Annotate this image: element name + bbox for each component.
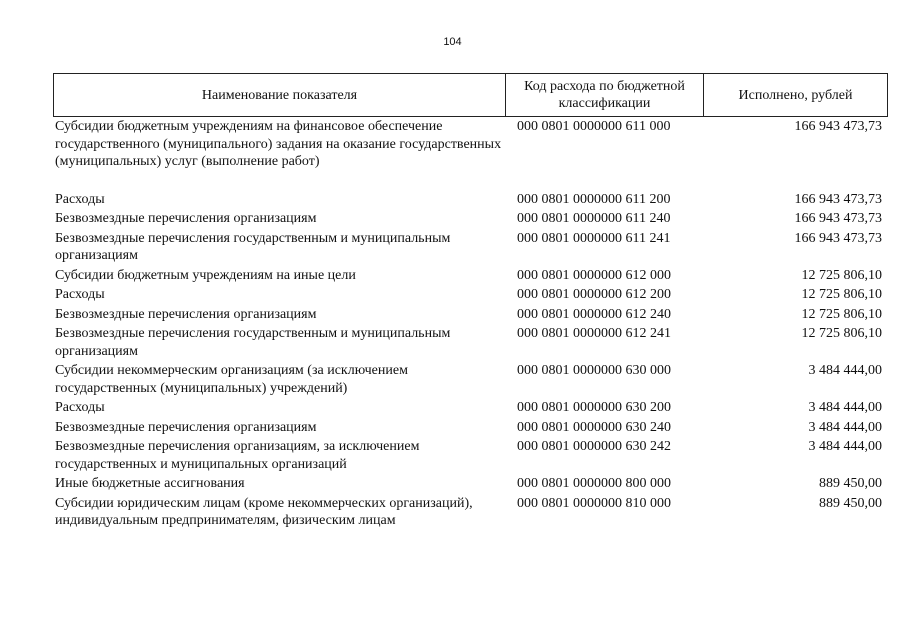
table-row xyxy=(53,210,888,230)
table-row xyxy=(53,306,888,326)
row-code: 000 0801 0000000 612 240 xyxy=(517,306,671,322)
row-amount: 166 943 473,73 xyxy=(794,119,882,134)
table-row xyxy=(53,362,888,399)
row-code: 000 0801 0000000 630 242 xyxy=(517,439,671,454)
header-name: Наименование показателя xyxy=(54,74,506,116)
table-row xyxy=(53,286,888,306)
row-amount: 12 725 806,10 xyxy=(801,287,882,302)
table-header xyxy=(53,73,888,116)
header-code: Код расхода по бюджетной классификации xyxy=(506,74,704,116)
table-row xyxy=(53,495,888,532)
row-name: Субсидии бюджетным учреждениям на финансовое обеспечение государственного (муниципального) задания на оказание государственных (муниципальных) услуг (выполнение работ) xyxy=(55,119,502,169)
row-amount: 166 943 473,73 xyxy=(794,230,882,246)
row-amount: 3 484 444,00 xyxy=(808,400,882,415)
row-name: Безвозмездные перечисления организациям xyxy=(55,306,317,322)
page-number: 104 xyxy=(443,36,462,48)
header-rule xyxy=(53,116,888,117)
row-code: 000 0801 0000000 630 240 xyxy=(517,419,671,435)
row-amount: 3 484 444,00 xyxy=(808,363,882,378)
row-name: Субсидии юридическим лицам (кроме некоммерческих организаций), индивидуальным предпринимателям, физическим лицам xyxy=(55,495,473,528)
row-name: Безвозмездные перечисления организациям xyxy=(55,211,317,226)
row-name: Расходы xyxy=(55,191,105,207)
row-amount: 166 943 473,73 xyxy=(794,191,882,207)
header-amount: Исполнено, рублей xyxy=(738,87,853,103)
row-code: 000 0801 0000000 612 000 xyxy=(517,267,671,283)
row-amount: 889 450,00 xyxy=(819,495,882,511)
row-code: 000 0801 0000000 611 000 xyxy=(517,119,671,134)
row-amount: 3 484 444,00 xyxy=(808,419,882,435)
table-row xyxy=(53,118,888,191)
row-name: Расходы xyxy=(55,400,105,415)
table-row xyxy=(53,475,888,495)
row-code: 000 0801 0000000 611 240 xyxy=(517,211,671,226)
row-amount: 889 450,00 xyxy=(819,476,882,491)
row-amount: 3 484 444,00 xyxy=(808,439,882,454)
table-row xyxy=(53,267,888,287)
table-row xyxy=(53,325,888,362)
row-name: Субсидии некоммерческим организациям (за исключением государственных (муниципальных) учреждений) xyxy=(55,363,408,396)
row-code: 000 0801 0000000 810 000 xyxy=(517,495,671,511)
row-amount: 166 943 473,73 xyxy=(794,211,882,226)
row-name: Субсидии бюджетным учреждениям на иные цели xyxy=(55,267,356,283)
table-body xyxy=(53,118,888,532)
row-name: Безвозмездные перечисления государственным и муниципальным организациям xyxy=(55,326,451,359)
row-code: 000 0801 0000000 630 200 xyxy=(517,400,671,415)
row-code: 000 0801 0000000 630 000 xyxy=(517,363,671,378)
table-row xyxy=(53,399,888,419)
row-amount: 12 725 806,10 xyxy=(801,326,882,341)
row-name: Иные бюджетные ассигнования xyxy=(55,476,245,491)
row-amount: 12 725 806,10 xyxy=(801,306,882,322)
table-row xyxy=(53,230,888,267)
row-name: Безвозмездные перечисления организациям xyxy=(55,419,317,435)
row-code: 000 0801 0000000 611 200 xyxy=(517,191,671,207)
table-row xyxy=(53,419,888,439)
table-row xyxy=(53,191,888,211)
row-code: 000 0801 0000000 611 241 xyxy=(517,230,671,246)
row-code: 000 0801 0000000 612 241 xyxy=(517,326,671,341)
row-name: Безвозмездные перечисления государственным и муниципальным организациям xyxy=(55,230,451,263)
row-code: 000 0801 0000000 612 200 xyxy=(517,287,671,302)
row-code: 000 0801 0000000 800 000 xyxy=(517,476,671,491)
row-name: Расходы xyxy=(55,287,105,302)
table-row xyxy=(53,438,888,475)
row-amount: 12 725 806,10 xyxy=(801,267,882,283)
row-name: Безвозмездные перечисления организациям, за исключением государственных и муниципальных организаций xyxy=(55,439,420,472)
